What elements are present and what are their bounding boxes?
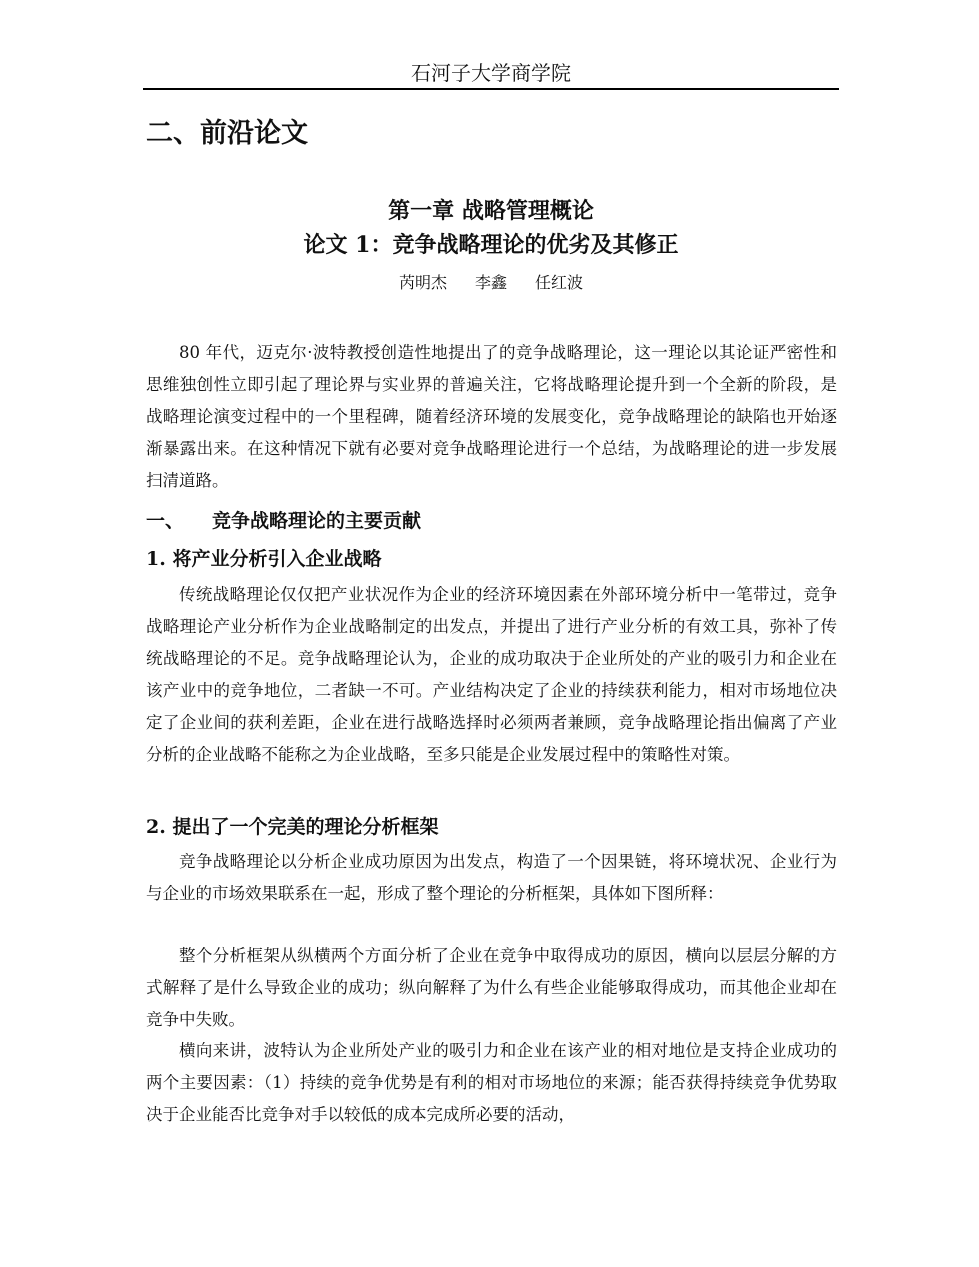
subsection-heading: 2. 提出了一个完美的理论分析框架 [146, 816, 439, 838]
author-name: 李鑫 [474, 273, 507, 292]
running-header: 石河子大学商学院 [411, 61, 571, 85]
body-paragraph: 整个分析框架从纵横两个方面分析了企业在竞争中取得成功的原因，横向以层层分解的方式解释了是什么导致企业的成功；纵向解释了为什么有些企业能够取得成功，而其他企业却在竞争中失败。 [146, 946, 837, 1029]
body-paragraph: 横向来讲，波特认为企业所处产业的吸引力和企业在该产业的相对地位是支持企业成功的两个主要因素：（1）持续的竞争优势是有利的相对市场地位的来源；能否获得持续竞争优势取决于企业能否比竞争对手以较低的成本完成所必要的活动， [146, 1041, 837, 1124]
author-name: 任红波 [535, 273, 584, 292]
chapter-title: 第一章 战略管理概论 [388, 198, 594, 224]
body-paragraph: 竞争战略理论以分析企业成功原因为出发点，构造了一个因果链，将环境状况、企业行为与企业的市场效果联系在一起，形成了整个理论的分析框架，具体如下图所释： [146, 852, 837, 903]
part-number: 一、 [146, 510, 185, 532]
body-paragraph: 传统战略理论仅仅把产业状况作为企业的经济环境因素在外部环境分析中一笔带过，竞争战略理论产业分析作为企业战略制定的出发点，并提出了进行产业分析的有效工具，弥补了传统战略理论的不足。竞争战略理论认为，企业的成功取决于企业所处的产业的吸引力和企业在该产业中的竞争地位，二者缺一不可。产业结构决定了企业的持续获利能力，相对市场地位决定了企业间的获利差距，企业在进行战略选择时必须两者兼顾，竞争战略理论指出偏离了产业分析的企业战略不能称之为企业战略，至多只能是企业发展过程中的策略性对策。 [146, 585, 837, 764]
part-heading [146, 507, 421, 535]
intro-paragraph: 80 年代，迈克尔·波特教授创造性地提出了的竞争战略理论，这一理论以其论证严密性和思维独创性立即引起了理论界与实业界的普遍关注，它将战略理论提升到一个全新的阶段，是战略理论演变过程中的一个里程碑，随着经济环境的发展变化，竞争战略理论的缺陷也开始逐渐暴露出来。在这种情况下就有必要对竞争战略理论进行一个总结，为战略理论的进一步发展扫清道路。 [146, 343, 837, 490]
subsection-heading: 1. 将产业分析引入企业战略 [146, 548, 382, 570]
section-title: 二、前沿论文 [146, 118, 308, 149]
header-rule [143, 88, 839, 90]
paper-title: 论文 1：竞争战略理论的优劣及其修正 [303, 232, 679, 258]
part-heading-text: 竞争战略理论的主要贡献 [212, 510, 422, 532]
author-name: 芮明杰 [398, 273, 447, 292]
author-list [143, 271, 839, 295]
